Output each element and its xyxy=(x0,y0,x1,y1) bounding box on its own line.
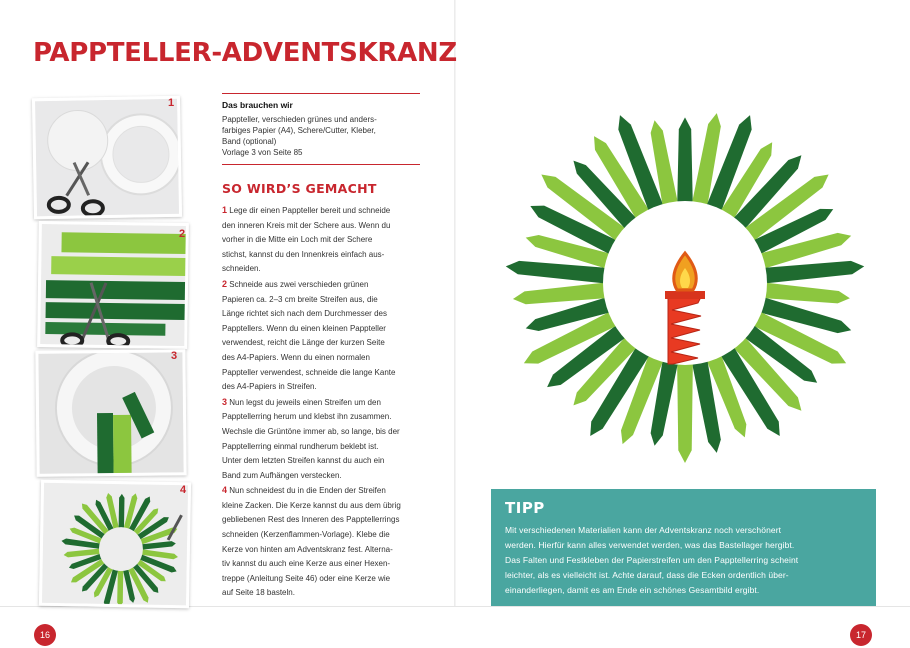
step-photo-number: 1 xyxy=(168,97,175,109)
step-line xyxy=(222,528,422,543)
step-line xyxy=(222,410,422,425)
book-spine xyxy=(454,0,456,606)
materials-line: Vorlage 3 von Seite 85 xyxy=(222,148,303,157)
step-line xyxy=(222,277,422,293)
paper-plate-scissors-image xyxy=(35,99,182,220)
instructions-heading: SO WIRD’S GEMACHT xyxy=(222,181,377,196)
step-line xyxy=(222,454,422,469)
step-line xyxy=(222,351,422,366)
step-line xyxy=(222,586,422,601)
step-text: Nun schneidest du in die Enden der Streifen xyxy=(229,486,386,496)
step-line xyxy=(222,483,422,499)
tip-line: werden. Hierfür kann alles verwendet werden, was das Bastellager hergibt. xyxy=(505,540,795,550)
step-text: Pappteller verwendest, schneide die lange Kante xyxy=(222,367,396,377)
step-line xyxy=(222,248,422,263)
step-number: 4 xyxy=(222,485,228,496)
wreath-illustration xyxy=(505,100,865,470)
materials-heading: Das brauchen wir xyxy=(222,100,293,110)
wreath-strip xyxy=(677,353,693,463)
step-photo-2 xyxy=(37,221,189,349)
materials-line: Pappteller, verschieden grünes und anders- xyxy=(222,115,377,124)
step-text: stichst, kannst du den Innenkreis einfach aus- xyxy=(222,249,385,259)
step-photo-4 xyxy=(39,480,191,609)
step-text: treppe (Anleitung Seite 46) oder eine Kerze wie xyxy=(222,573,391,583)
step-text: Schneide aus zwei verschieden grünen xyxy=(229,279,369,289)
instructions-steps xyxy=(222,203,422,601)
tip-line: Das Falten und Festkleben der Papierstreifen um den Papptellerring scheint xyxy=(505,555,799,565)
step-line xyxy=(222,219,422,234)
step-number: 1 xyxy=(222,205,228,215)
step-text: gebliebenen Rest des Inneren des Papptellerrings xyxy=(222,515,400,525)
materials-list xyxy=(222,114,420,158)
step-text: verwendest, reicht die Länge der kurzen Seite xyxy=(222,338,385,348)
step-line xyxy=(222,543,422,558)
tip-line: leichter, als es vielleicht ist. Achte darauf, dass die Ecken ordentlich über- xyxy=(505,570,789,580)
materials-line: farbiges Papier (A4), Schere/Cutter, Kleber, xyxy=(222,126,376,135)
step-photo-number: 4 xyxy=(180,484,187,496)
step-text: Lege dir einen Pappteller bereit und schneide xyxy=(229,206,391,215)
step-text: schneiden. xyxy=(222,264,261,274)
page-number-right: 17 xyxy=(850,624,872,646)
step-line xyxy=(222,513,422,528)
page-number-left: 16 xyxy=(34,624,56,646)
plate-with-strips-image xyxy=(38,352,186,477)
step-line xyxy=(222,307,422,322)
step-text: vorher in die Mitte ein Loch mit der Schere xyxy=(222,235,373,245)
step-line xyxy=(222,469,422,484)
step-line xyxy=(222,262,422,277)
step-line xyxy=(222,440,422,455)
materials-line: Band (optional) xyxy=(222,137,277,146)
step-line xyxy=(222,366,422,381)
step-text: Band zum Aufhängen verstecken. xyxy=(222,470,342,480)
finished-wreath-photo xyxy=(42,483,191,609)
step-text: tiv kannst du auch eine Kerze aus einer Hexen- xyxy=(222,559,391,569)
tip-line: Mit verschiedenen Materialien kann der Adventskranz noch verschönert xyxy=(505,525,782,535)
tip-title: TIPP xyxy=(505,499,545,517)
step-line xyxy=(222,425,422,440)
step-text: Papieren ca. 2–3 cm breite Streifen aus, die xyxy=(222,294,378,304)
step-photo-number: 2 xyxy=(179,228,186,240)
step-text: Papptellers. Wenn du einen kleinen Pappteller xyxy=(222,323,386,333)
step-text: Papptellerring einmal rundherum beklebt ist. xyxy=(222,441,379,451)
step-text: Wechsle die Grüntöne immer ab, so lange, bis der xyxy=(222,426,400,436)
step-line xyxy=(222,336,422,351)
step-line xyxy=(222,380,422,395)
step-text: den inneren Kreis mit der Schere aus. Wenn du xyxy=(222,220,391,230)
step-text: des A4-Papiers. Wenn du einen normalen xyxy=(222,352,370,362)
step-number: 2 xyxy=(222,278,228,289)
tip-box xyxy=(491,489,876,606)
step-line xyxy=(222,395,422,411)
step-text: Unter dem letzten Streifen kannst du auch ein xyxy=(222,456,385,466)
page-title: PAPPTELLER-ADVENTSKRANZ xyxy=(33,38,457,68)
step-photo-number: 3 xyxy=(171,350,178,362)
wreath-strip xyxy=(117,567,123,607)
step-line xyxy=(222,233,422,248)
step-number: 3 xyxy=(222,396,228,407)
wreath-strip xyxy=(677,117,693,213)
step-line xyxy=(222,572,422,587)
step-text: Länge richtet sich nach dem Durchmesser des xyxy=(222,309,387,319)
step-line xyxy=(222,322,422,337)
step-text: auf Seite 18 basteln. xyxy=(222,588,295,598)
green-strips-image xyxy=(40,224,189,349)
step-text: Kerze von hinten am Adventskranz fest. Alterna- xyxy=(222,544,393,554)
step-line xyxy=(222,499,422,514)
step-photo-1 xyxy=(32,96,182,220)
step-text: Nun legst du jeweils einen Streifen um den xyxy=(229,397,381,407)
step-text: kleine Zacken. Die Kerze kannst du aus dem übrig xyxy=(222,500,401,510)
step-photo-3 xyxy=(35,349,186,477)
wreath-strip xyxy=(119,494,125,531)
step-text: des A4-Papiers in Streifen. xyxy=(222,382,317,392)
step-line xyxy=(222,203,422,219)
step-line xyxy=(222,293,422,308)
tip-text xyxy=(505,523,862,598)
tip-line: einanderliegen, damit es am Ende ein schönes Gesamtbild ergibt. xyxy=(505,585,760,595)
step-text: Papptellerring herum und klebst ihn zusammen. xyxy=(222,412,392,422)
step-text: schneiden (Kerzenflammen-Vorlage). Klebe die xyxy=(222,530,390,540)
step-line xyxy=(222,557,422,572)
materials-box xyxy=(222,93,420,165)
